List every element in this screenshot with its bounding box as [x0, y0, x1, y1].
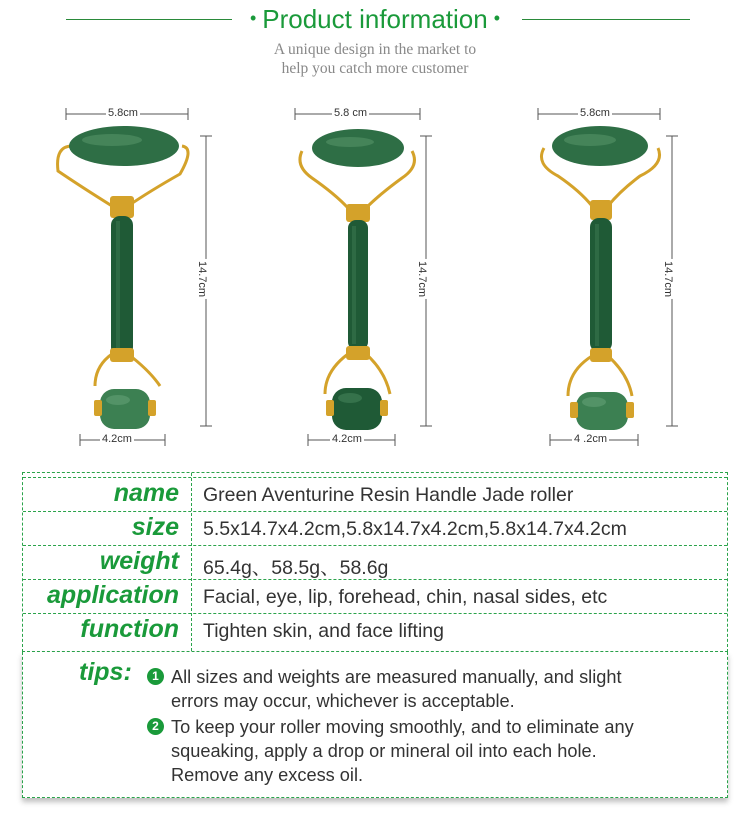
product-roller-3 [480, 96, 725, 456]
tip-line: To keep your roller moving smoothly, and to eliminate any [171, 717, 634, 737]
subtitle [0, 40, 750, 78]
spec-label: application [47, 581, 179, 609]
jade-roller-image [480, 96, 725, 456]
spec-label: function [80, 615, 179, 643]
tip-number-badge: 1 [147, 668, 164, 685]
spec-value: Tighten skin, and face lifting [203, 620, 444, 642]
spec-label: size [131, 513, 179, 541]
bottom-width-label: 4 .2cm [574, 433, 608, 445]
tip-text-1 [171, 665, 716, 713]
jade-roller-image [0, 96, 245, 456]
product-roller-2 [240, 96, 485, 456]
jade-roller-image [240, 96, 485, 456]
spec-row-size [23, 511, 727, 546]
bottom-width-label: 4.2cm [102, 433, 132, 445]
title-dot-left: • [249, 8, 257, 28]
spec-value: 65.4g、58.5g、58.6g [203, 557, 389, 579]
tip-line: squeaking, apply a drop or mineral oil into each hole. [171, 741, 597, 761]
spec-value: Facial, eye, lip, forehead, chin, nasal sides, etc [203, 586, 608, 608]
top-width-label: 5.8cm [108, 107, 138, 119]
tips-box [22, 652, 728, 798]
product-roller-1 [0, 96, 245, 456]
title-dot-right: • [493, 8, 501, 28]
spec-value: 5.5x14.7x4.2cm,5.8x14.7x4.2cm,5.8x14.7x4.2cm [203, 518, 627, 540]
subtitle-line-1: A unique design in the market to [273, 41, 477, 58]
height-label: 14.7cm [196, 260, 209, 298]
bottom-width-label: 4.2cm [332, 433, 362, 445]
top-width-label: 5.8 cm [334, 107, 368, 119]
spec-row-function [23, 613, 727, 648]
spec-row-application [23, 579, 727, 614]
tip-number-badge: 2 [147, 718, 164, 735]
spec-label: name [113, 479, 179, 507]
spec-table [22, 472, 728, 652]
spec-value: Green Aventurine Resin Handle Jade roller [203, 484, 574, 506]
spec-row-name [23, 477, 727, 512]
tip-line: Remove any excess oil. [171, 765, 364, 785]
top-width-label: 5.8cm [580, 107, 610, 119]
tip-text-2 [171, 715, 716, 787]
title-text: Product information [262, 4, 488, 34]
subtitle-line-2: help you catch more customer [281, 60, 469, 77]
height-label: 14.7cm [662, 260, 675, 298]
spec-label: weight [99, 547, 179, 575]
tip-line: errors may occur, whichever is acceptable. [171, 691, 515, 711]
tip-line: All sizes and weights are measured manually, and slight [171, 667, 622, 687]
height-label: 14.7cm [416, 260, 429, 298]
page-title [0, 4, 750, 35]
tips-label: tips: [79, 658, 132, 686]
spec-row-weight [23, 545, 727, 580]
